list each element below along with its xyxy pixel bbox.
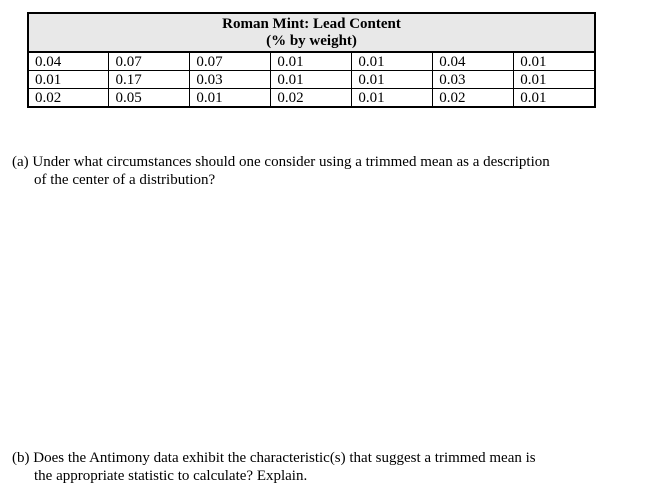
lead-content-table xyxy=(27,12,596,108)
table-cell: 0.01 xyxy=(271,71,352,89)
table-row xyxy=(28,52,595,71)
question-b xyxy=(12,449,642,485)
table-cell: 0.03 xyxy=(190,71,271,89)
table-cell: 0.04 xyxy=(433,52,514,71)
table-title-units: (% by weight) xyxy=(266,33,357,49)
question-b-line1: (b) Does the Antimony data exhibit the characteristic(s) that suggest a trimmed mean is xyxy=(12,450,536,466)
table-cell: 0.01 xyxy=(514,52,595,71)
question-a xyxy=(12,153,642,189)
table-cell: 0.02 xyxy=(28,89,109,108)
table-row xyxy=(28,89,595,108)
table-cell: 0.02 xyxy=(433,89,514,108)
question-b-line2: the appropriate statistic to calculate? Explain. xyxy=(34,468,308,484)
table-cell: 0.01 xyxy=(352,89,433,108)
table-cell: 0.01 xyxy=(271,52,352,71)
table-cell: 0.01 xyxy=(514,71,595,89)
table-title xyxy=(28,13,595,52)
table-row xyxy=(28,71,595,89)
table-cell: 0.01 xyxy=(514,89,595,108)
table-cell: 0.05 xyxy=(109,89,190,108)
table-header-row xyxy=(28,13,595,52)
table-cell: 0.03 xyxy=(433,71,514,89)
table-title-main: Roman Mint: Lead Content xyxy=(222,16,401,32)
question-a-line1: (a) Under what circumstances should one consider using a trimmed mean as a description xyxy=(12,154,550,170)
question-a-line2: of the center of a distribution? xyxy=(34,172,216,188)
table-cell: 0.07 xyxy=(109,52,190,71)
table-cell: 0.01 xyxy=(352,71,433,89)
table-cell: 0.01 xyxy=(190,89,271,108)
table-cell: 0.07 xyxy=(190,52,271,71)
table-cell: 0.01 xyxy=(352,52,433,71)
table-cell: 0.17 xyxy=(109,71,190,89)
table-cell: 0.04 xyxy=(28,52,109,71)
table-cell: 0.01 xyxy=(28,71,109,89)
table-cell: 0.02 xyxy=(271,89,352,108)
